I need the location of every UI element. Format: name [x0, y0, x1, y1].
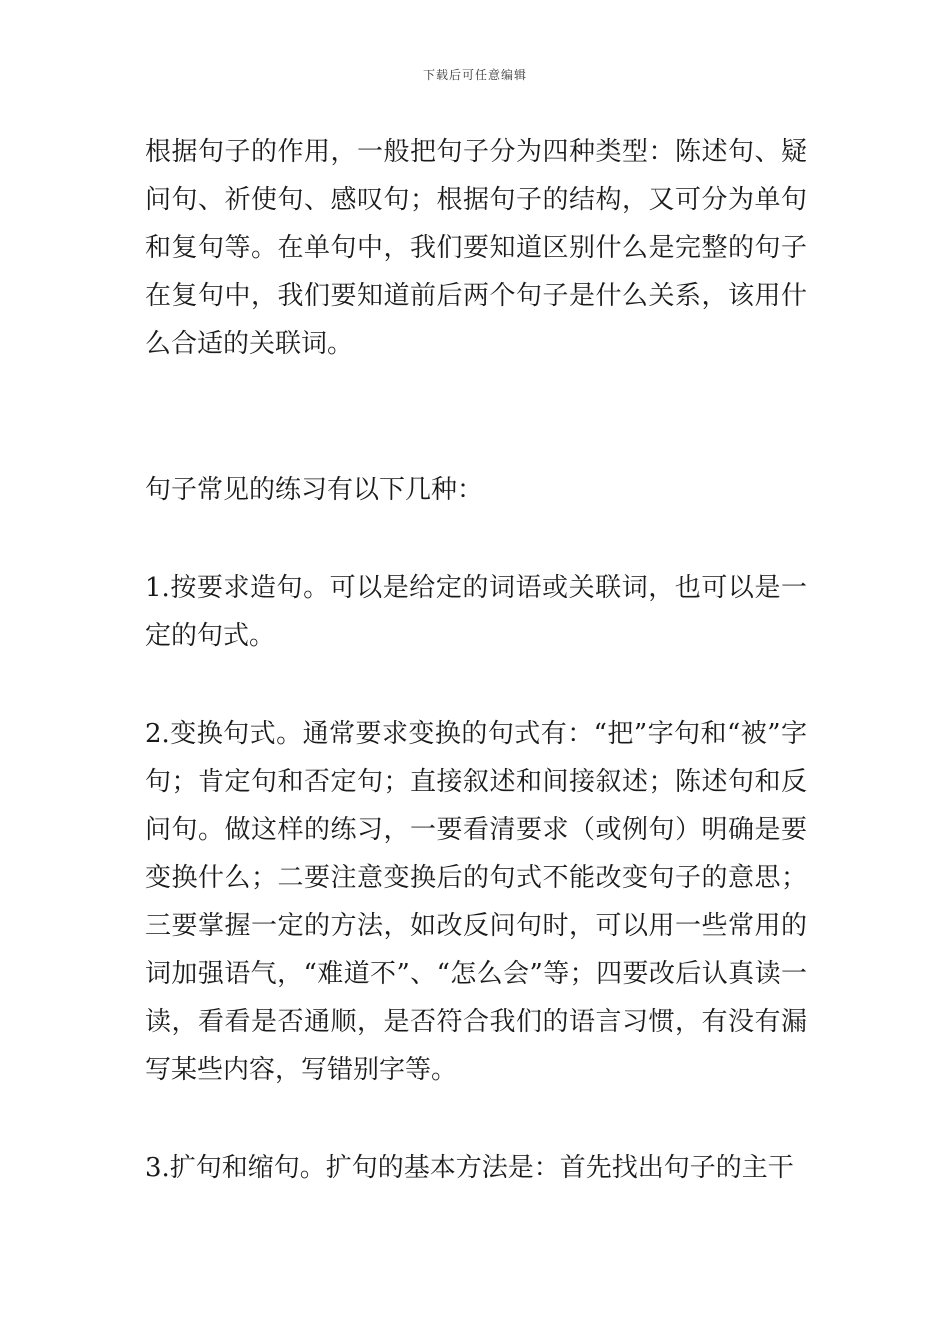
paragraph-item-2: 2.变换句式。通常要求变换的句式有：“把”字句和“被”字句；肯定句和否定句；直接叙述和间接叙述；陈述句和反问句。做这样的练习，一要看清要求（或例句）明确是要变换什么；二要注意变换后的句式不能改变句子的意思；三要掌握一定的方法，如改反问句时，可以用一些常用的词加强语气，“难道不”、“怎么会”等；四要改后认真读一读，看看是否通顺，是否符合我们的语言习惯，有没有漏写某些内容，写错别字等。 — [145, 719, 807, 1085]
paragraph-item-1: 1.按要求造句。可以是给定的词语或关联词，也可以是一定的句式。 — [145, 573, 807, 651]
spacer — [145, 1094, 807, 1144]
spacer — [145, 368, 807, 466]
document-body — [145, 128, 807, 1192]
paragraph-sentence-types: 根据句子的作用，一般把句子分为四种类型：陈述句、疑问句、祈使句、感叹句；根据句子的结构，又可分为单句和复句等。在单句中，我们要知道区别什么是完整的句子在复句中，我们要知道前后两个句子是什么关系，该用什么合适的关联词。 — [145, 137, 807, 359]
spacer — [145, 660, 807, 710]
paragraph-exercise-intro: 句子常见的练习有以下几种： — [145, 475, 484, 505]
paragraph-item-3: 3.扩句和缩句。扩句的基本方法是：首先找出句子的主干 — [145, 1153, 794, 1183]
spacer — [145, 514, 807, 564]
page-header: 下载后可任意编辑 — [422, 68, 527, 82]
